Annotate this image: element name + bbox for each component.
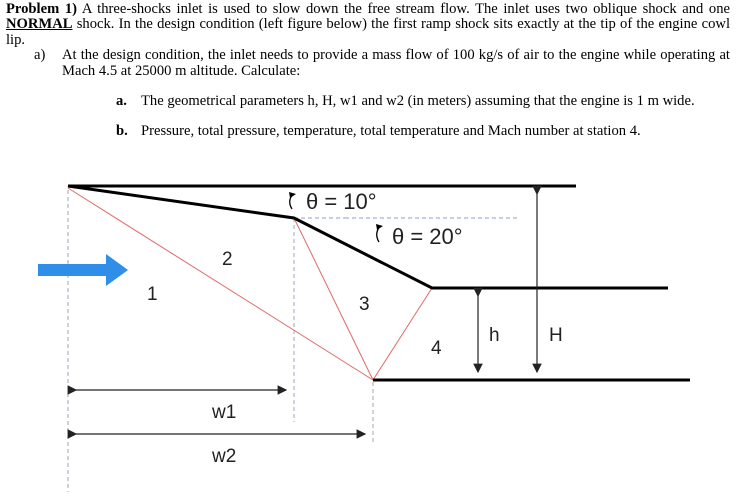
sub-item-a-marker: a. <box>116 92 127 109</box>
H-dimension-label: H <box>549 325 563 346</box>
part-a-marker: a) <box>34 47 46 64</box>
normal-keyword: NORMAL <box>6 16 73 33</box>
shock-wave-1 <box>68 188 373 380</box>
w1-dimension-label: w1 <box>212 402 237 423</box>
angle-label-1: θ = 10° <box>306 189 377 214</box>
flow-arrow-icon <box>38 254 128 286</box>
station-label-3: 3 <box>359 294 370 315</box>
station-label-1: 1 <box>147 284 158 305</box>
sub-item-b-text: Pressure, total pressure, temperature, total temperature and Mach number at station 4. <box>141 122 641 139</box>
station-label-2: 2 <box>222 249 233 270</box>
sub-item-a-text: The geometrical parameters h, H, w1 and w2 (in meters) assuming that the engine is 1 m wide. <box>141 92 695 109</box>
intro-text-2: shock. In the design condition (left figure below) the first ramp shock sits exactly at the tip of the engine cowl lip. <box>6 16 730 48</box>
angle-arrow-1-icon <box>289 192 296 209</box>
sub-item-b-marker: b. <box>116 122 128 139</box>
angle-label-2: θ = 20° <box>392 224 463 249</box>
h-dimension-label: h <box>489 325 500 346</box>
normal-shock <box>373 288 432 380</box>
intro-text-1: A three-shocks inlet is used to slow down the free stream flow. The inlet uses two oblique shock and one <box>77 1 730 17</box>
w2-dimension-label: w2 <box>212 446 237 467</box>
problem-heading: Problem 1) <box>6 1 78 17</box>
angle-arrow-2-icon <box>376 224 383 242</box>
station-label-4: 4 <box>431 338 442 359</box>
part-a-text: At the design condition, the inlet needs to provide a mass flow of 100 kg/s of air to the engine while operating at Mach 4.5 at 25000 m altitude. Calculate: <box>62 47 730 79</box>
